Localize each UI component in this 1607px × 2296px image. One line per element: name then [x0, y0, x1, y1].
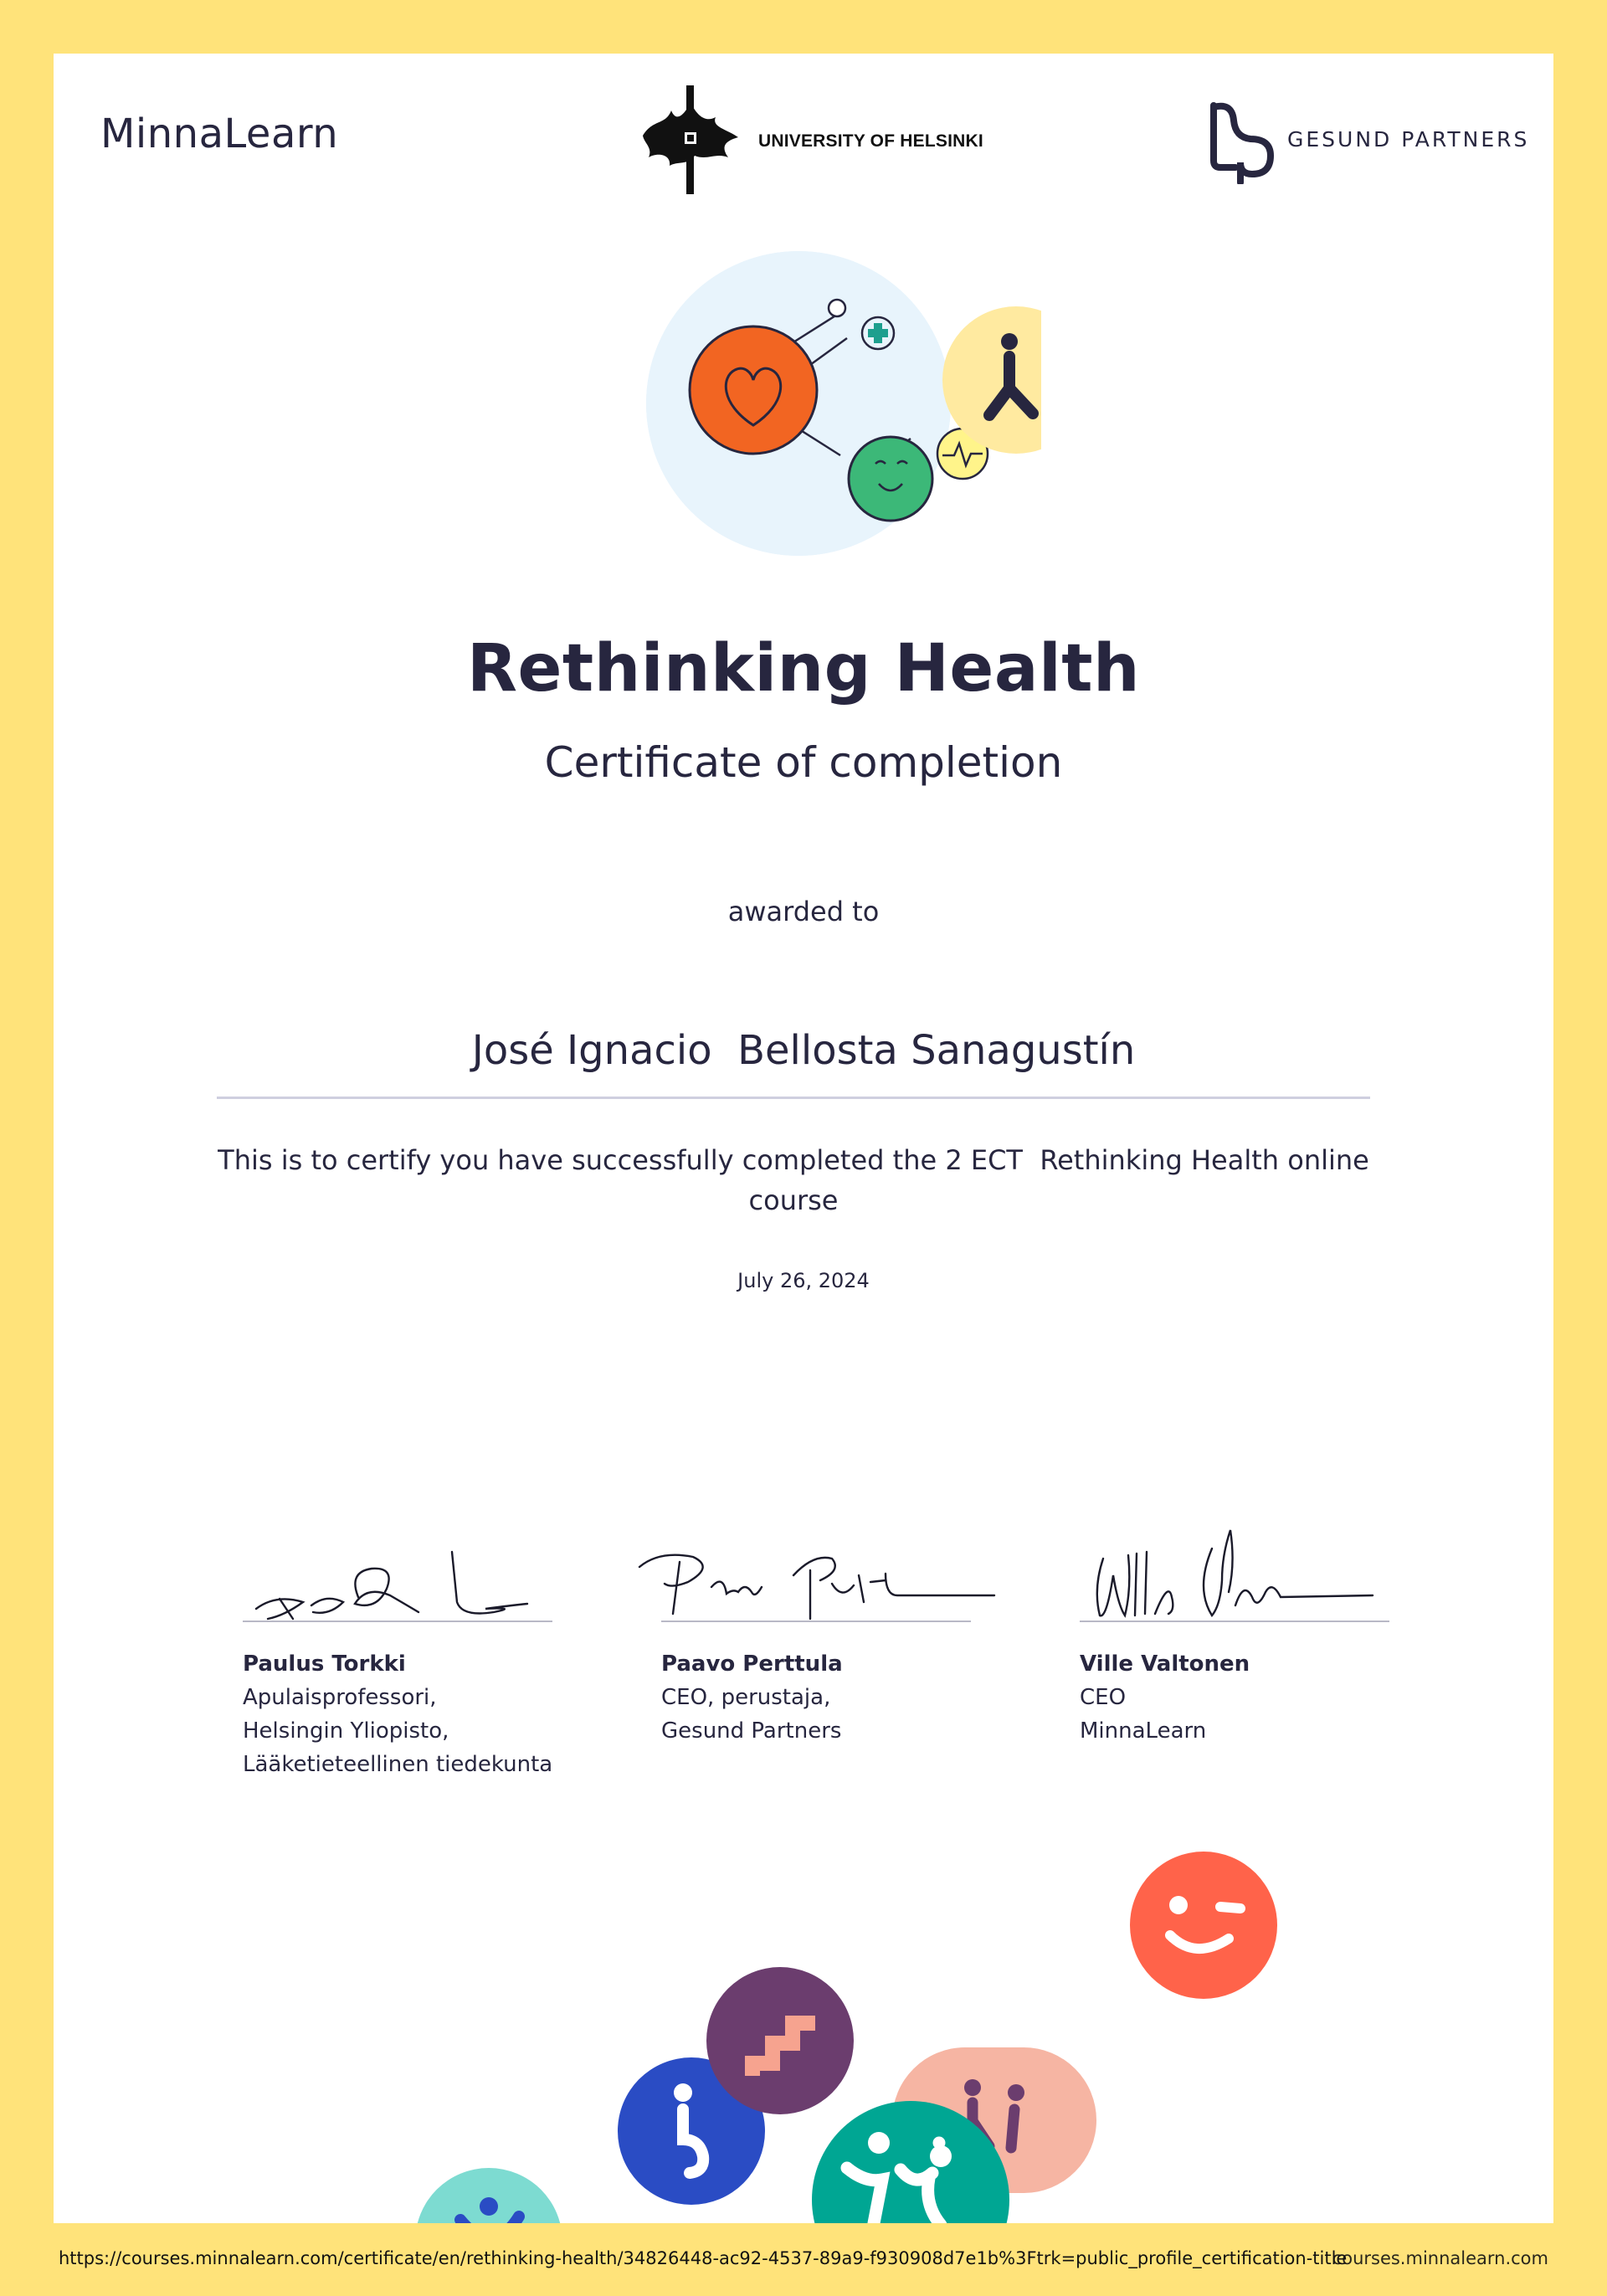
signatory-title-line: CEO [1080, 1685, 1127, 1710]
signatory-name: Paulus Torkki [243, 1651, 406, 1677]
signature-line-2 [661, 1621, 971, 1622]
completion-statement: This is to certify you have successfully completed the 2 ECT Rethinking Health online course [218, 1144, 1379, 1216]
wink-face-icon [1130, 1852, 1277, 1999]
signature-line-3 [1080, 1621, 1389, 1622]
network-node-ring [829, 300, 845, 316]
decorative-bubbles [54, 1845, 1553, 2223]
signature-paulus-torkki [243, 1535, 578, 1627]
recipient-name: José Ignacio Bellosta Sanagustín [471, 1027, 1136, 1074]
signatory-title-line: Lääketieteellinen tiedekunta [243, 1752, 553, 1777]
signatory-paulus-torkki [243, 1647, 552, 1781]
signatory-title-line: Helsingin Yliopisto, [243, 1718, 449, 1744]
completion-date: July 26, 2024 [737, 1269, 870, 1292]
awarded-label: awarded to [727, 896, 880, 927]
signatory-ville-valtonen [1080, 1647, 1250, 1748]
gesund-logo-text: GESUND PARTNERS [1287, 127, 1530, 152]
heart-icon [690, 326, 817, 454]
signature-ville-valtonen [1088, 1505, 1440, 1631]
footer-url[interactable]: https://courses.minnalearn.com/certificate/en/rethinking-health/34826448-ac92-4537-89a9-f930908d7e1b%3Ftrk=public_profile_certification-title [59, 2248, 1348, 2268]
signatory-name: Paavo Perttula [661, 1651, 843, 1677]
signature-paavo-perttula [634, 1533, 1003, 1626]
signatory-title-line: CEO, perustaja, [661, 1685, 831, 1710]
gesund-partners-mark-icon [1207, 100, 1279, 184]
medical-cross-icon [862, 317, 894, 349]
smile-icon [849, 437, 932, 521]
course-title: Rethinking Health [466, 631, 1141, 706]
signatory-title-line: Apulaisprofessori, [243, 1685, 437, 1710]
signature-line-1 [243, 1621, 552, 1622]
footer-site[interactable]: courses.minnalearn.com [1332, 2248, 1548, 2268]
signatory-title-line: MinnaLearn [1080, 1718, 1207, 1744]
minnalearn-logo: MinnaLearn [100, 110, 339, 157]
certificate-subtitle: Certificate of completion [544, 738, 1063, 787]
helsinki-flame-icon [636, 85, 745, 194]
signatory-paavo-perttula [661, 1647, 843, 1748]
stairs-icon [706, 1967, 854, 2114]
name-underline [217, 1097, 1370, 1099]
signatory-title-line: Gesund Partners [661, 1718, 842, 1744]
mint-figure-bubble [415, 2168, 562, 2223]
helsinki-logo-text: UNIVERSITY OF HELSINKI [758, 131, 983, 151]
certificate-card [54, 54, 1553, 2223]
signatory-name: Ville Valtonen [1080, 1651, 1250, 1677]
health-network-drawing [639, 239, 1041, 591]
